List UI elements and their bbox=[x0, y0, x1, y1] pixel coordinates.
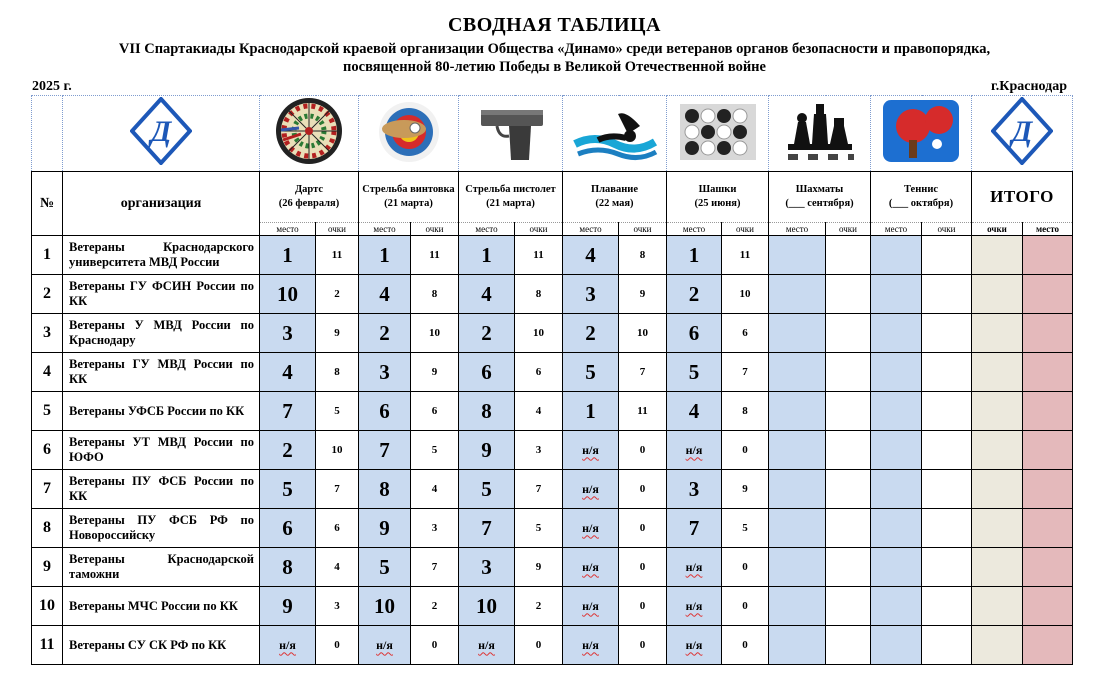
points-cell: 5 bbox=[515, 509, 563, 548]
points-cell: 11 bbox=[619, 392, 667, 431]
place-cell: 7 bbox=[359, 431, 411, 470]
points-cell-empty bbox=[922, 548, 972, 587]
row-number: 10 bbox=[32, 587, 63, 626]
place-cell: 2 bbox=[359, 314, 411, 353]
event-date: (___ сентября) bbox=[785, 198, 854, 209]
total-points-cell bbox=[972, 548, 1023, 587]
points-cell-empty bbox=[922, 431, 972, 470]
total-place-cell bbox=[1023, 509, 1073, 548]
points-cell-empty bbox=[922, 509, 972, 548]
points-cell-empty bbox=[826, 626, 871, 665]
row-number: 7 bbox=[32, 470, 63, 509]
total-points-cell bbox=[972, 470, 1023, 509]
event-header-swimming bbox=[563, 172, 667, 223]
total-points-cell bbox=[972, 353, 1023, 392]
place-cell: 7 bbox=[667, 509, 722, 548]
points-cell: 4 bbox=[316, 548, 359, 587]
points-cell-empty bbox=[826, 275, 871, 314]
points-cell: 0 bbox=[619, 509, 667, 548]
event-header-pistol bbox=[459, 172, 563, 223]
place-cell: 4 bbox=[260, 353, 316, 392]
place-cell: 3 bbox=[667, 470, 722, 509]
place-cell: 5 bbox=[359, 548, 411, 587]
points-cell: 10 bbox=[411, 314, 459, 353]
row-number: 4 bbox=[32, 353, 63, 392]
place-cell bbox=[667, 587, 722, 626]
checkers-icon bbox=[676, 96, 760, 166]
place-value: н/я bbox=[582, 481, 599, 496]
row-number: 8 bbox=[32, 509, 63, 548]
total-points-cell bbox=[972, 587, 1023, 626]
place-cell bbox=[667, 548, 722, 587]
icon-row bbox=[32, 96, 1073, 172]
place-value: н/я bbox=[582, 637, 599, 652]
subheader-points: очки bbox=[922, 223, 972, 236]
event-name: Шашки bbox=[698, 184, 737, 195]
organization-name: Ветераны ГУ МВД России по КК bbox=[63, 353, 260, 392]
event-name: Дартс bbox=[294, 184, 324, 195]
place-cell-empty bbox=[769, 509, 826, 548]
place-value: н/я bbox=[478, 637, 495, 652]
points-cell: 2 bbox=[515, 587, 563, 626]
place-cell-empty bbox=[871, 314, 922, 353]
total-points-cell bbox=[972, 236, 1023, 275]
row-number: 11 bbox=[32, 626, 63, 665]
points-cell: 10 bbox=[515, 314, 563, 353]
points-cell: 9 bbox=[722, 470, 769, 509]
total-place-cell bbox=[1023, 548, 1073, 587]
place-cell: 4 bbox=[667, 392, 722, 431]
place-cell: 1 bbox=[359, 236, 411, 275]
header-row bbox=[32, 172, 1073, 223]
points-cell: 0 bbox=[619, 587, 667, 626]
points-cell-empty bbox=[922, 626, 972, 665]
points-cell-empty bbox=[922, 392, 972, 431]
organization-name: Ветераны УТ МВД России по ЮФО bbox=[63, 431, 260, 470]
subtitle-line-1: VII Спартакиады Краснодарской краевой организации Общества «Динамо» среди ветеранов органов безопасности и правопорядка, bbox=[118, 41, 991, 57]
event-date: (22 мая) bbox=[595, 198, 634, 209]
place-cell: 6 bbox=[459, 353, 515, 392]
points-cell: 0 bbox=[619, 548, 667, 587]
points-cell-empty bbox=[826, 548, 871, 587]
place-value: н/я bbox=[685, 637, 703, 652]
total-points-cell bbox=[972, 509, 1023, 548]
place-cell-empty bbox=[769, 548, 826, 587]
points-cell: 3 bbox=[316, 587, 359, 626]
svg-text:Д: Д bbox=[150, 115, 172, 148]
organization-name: Ветераны Краснодарской таможни bbox=[63, 548, 260, 587]
points-cell: 9 bbox=[515, 548, 563, 587]
summary-table bbox=[31, 95, 1073, 665]
event-date: (26 февраля) bbox=[278, 198, 340, 209]
organization-name: Ветераны У МВД России по Краснодару bbox=[63, 314, 260, 353]
points-cell: 0 bbox=[619, 470, 667, 509]
organization-name: Ветераны Краснодарского университета МВД России bbox=[63, 236, 260, 275]
place-cell-empty bbox=[871, 587, 922, 626]
table-row bbox=[32, 587, 1073, 626]
subheader-points: очки bbox=[411, 223, 459, 236]
place-cell: 4 bbox=[459, 275, 515, 314]
rifle-target-icon bbox=[369, 96, 449, 166]
total-points-cell bbox=[972, 275, 1023, 314]
total-points-cell bbox=[972, 314, 1023, 353]
event-name: Стрельба винтовка bbox=[362, 184, 455, 195]
subheader-total-place: место bbox=[1023, 223, 1073, 236]
points-cell: 0 bbox=[515, 626, 563, 665]
place-cell-empty bbox=[769, 470, 826, 509]
darts-icon bbox=[269, 96, 349, 166]
place-cell: 8 bbox=[459, 392, 515, 431]
place-cell: 6 bbox=[359, 392, 411, 431]
place-cell: 3 bbox=[359, 353, 411, 392]
place-cell: 1 bbox=[667, 236, 722, 275]
points-cell: 0 bbox=[619, 431, 667, 470]
points-cell: 4 bbox=[515, 392, 563, 431]
event-name: Теннис bbox=[903, 184, 939, 195]
points-cell: 7 bbox=[619, 353, 667, 392]
points-cell-empty bbox=[826, 470, 871, 509]
total-place-cell bbox=[1023, 314, 1073, 353]
points-cell-empty bbox=[826, 392, 871, 431]
place-cell-empty bbox=[871, 431, 922, 470]
total-place-cell bbox=[1023, 587, 1073, 626]
place-cell: 9 bbox=[260, 587, 316, 626]
points-cell: 6 bbox=[411, 392, 459, 431]
organization-name: Ветераны УФСБ России по КК bbox=[63, 392, 260, 431]
place-cell: 7 bbox=[260, 392, 316, 431]
place-value: н/я bbox=[582, 559, 599, 574]
points-cell: 11 bbox=[316, 236, 359, 275]
checkers-cell bbox=[667, 96, 769, 172]
subheader-place: место bbox=[667, 223, 722, 236]
table-row bbox=[32, 236, 1073, 275]
points-cell: 2 bbox=[316, 275, 359, 314]
place-cell: 2 bbox=[667, 275, 722, 314]
tennis-icon bbox=[879, 96, 963, 166]
place-cell-empty bbox=[769, 275, 826, 314]
points-cell: 9 bbox=[316, 314, 359, 353]
points-cell: 8 bbox=[722, 392, 769, 431]
organization-name: Ветераны ПУ ФСБ России по КК bbox=[63, 470, 260, 509]
place-cell-empty bbox=[769, 587, 826, 626]
place-cell bbox=[563, 509, 619, 548]
points-cell: 11 bbox=[722, 236, 769, 275]
event-date: (21 марта) bbox=[384, 198, 433, 209]
place-cell: 3 bbox=[459, 548, 515, 587]
table-row bbox=[32, 470, 1073, 509]
organization-name: Ветераны ПУ ФСБ РФ по Новороссийску bbox=[63, 509, 260, 548]
event-header-darts bbox=[260, 172, 359, 223]
total-place-cell bbox=[1023, 353, 1073, 392]
event-name: Шахматы bbox=[795, 184, 844, 195]
total-points-cell bbox=[972, 392, 1023, 431]
place-cell: 4 bbox=[563, 236, 619, 275]
table-row bbox=[32, 353, 1073, 392]
points-cell: 6 bbox=[722, 314, 769, 353]
organization-name: Ветераны МЧС России по КК bbox=[63, 587, 260, 626]
place-cell-empty bbox=[871, 392, 922, 431]
subheader-place: место bbox=[359, 223, 411, 236]
place-cell-empty bbox=[871, 353, 922, 392]
place-cell: 5 bbox=[260, 470, 316, 509]
total-place-cell bbox=[1023, 431, 1073, 470]
total-header: ИТОГО bbox=[972, 172, 1073, 223]
table-row bbox=[32, 548, 1073, 587]
place-cell bbox=[359, 626, 411, 665]
total-place-cell bbox=[1023, 236, 1073, 275]
points-cell: 3 bbox=[515, 431, 563, 470]
subheader-place: место bbox=[459, 223, 515, 236]
points-cell: 0 bbox=[722, 626, 769, 665]
place-cell: 6 bbox=[260, 509, 316, 548]
event-name: Стрельба пистолет bbox=[465, 184, 556, 195]
place-value: н/я bbox=[685, 559, 703, 574]
points-cell: 3 bbox=[411, 509, 459, 548]
points-cell: 6 bbox=[316, 509, 359, 548]
points-cell-empty bbox=[922, 314, 972, 353]
subheader-points: очки bbox=[515, 223, 563, 236]
total-place-cell bbox=[1023, 275, 1073, 314]
points-cell: 5 bbox=[722, 509, 769, 548]
points-cell: 7 bbox=[411, 548, 459, 587]
points-cell-empty bbox=[826, 587, 871, 626]
place-cell-empty bbox=[871, 470, 922, 509]
place-cell-empty bbox=[871, 548, 922, 587]
points-cell: 5 bbox=[316, 392, 359, 431]
event-name: Плавание bbox=[591, 184, 638, 195]
place-cell bbox=[563, 470, 619, 509]
dynamo-logo bbox=[130, 97, 192, 165]
row-number: 9 bbox=[32, 548, 63, 587]
page-subtitle bbox=[0, 40, 1109, 76]
points-cell-empty bbox=[922, 587, 972, 626]
rifle-cell bbox=[359, 96, 459, 172]
subheader-place: место bbox=[769, 223, 826, 236]
table-row bbox=[32, 626, 1073, 665]
pistol-icon bbox=[469, 96, 553, 166]
organization-name: Ветераны СУ СК РФ по КК bbox=[63, 626, 260, 665]
total-place-cell bbox=[1023, 626, 1073, 665]
place-value: н/я bbox=[279, 637, 296, 652]
place-cell bbox=[563, 548, 619, 587]
table-row bbox=[32, 431, 1073, 470]
logo-cell-right bbox=[972, 96, 1073, 172]
place-cell-empty bbox=[769, 392, 826, 431]
points-cell: 0 bbox=[722, 587, 769, 626]
place-cell: 3 bbox=[563, 275, 619, 314]
place-cell: 10 bbox=[359, 587, 411, 626]
place-value: н/я bbox=[582, 442, 599, 457]
points-cell: 5 bbox=[411, 431, 459, 470]
place-cell bbox=[667, 431, 722, 470]
place-cell: 6 bbox=[667, 314, 722, 353]
table-row bbox=[32, 509, 1073, 548]
points-cell-empty bbox=[922, 275, 972, 314]
place-cell: 5 bbox=[667, 353, 722, 392]
points-cell: 8 bbox=[316, 353, 359, 392]
points-cell-empty bbox=[826, 431, 871, 470]
points-cell-empty bbox=[826, 314, 871, 353]
table-row bbox=[32, 314, 1073, 353]
place-cell bbox=[260, 626, 316, 665]
subheader-place: место bbox=[260, 223, 316, 236]
place-value: н/я bbox=[685, 442, 703, 457]
row-number: 1 bbox=[32, 236, 63, 275]
event-header-chess bbox=[769, 172, 871, 223]
place-value: н/я bbox=[582, 598, 599, 613]
place-cell: 1 bbox=[459, 236, 515, 275]
points-cell-empty bbox=[922, 470, 972, 509]
place-cell bbox=[459, 626, 515, 665]
place-cell: 3 bbox=[260, 314, 316, 353]
points-cell: 4 bbox=[411, 470, 459, 509]
event-header-tennis bbox=[871, 172, 972, 223]
points-cell-empty bbox=[922, 236, 972, 275]
logo-cell bbox=[63, 96, 260, 172]
points-cell: 11 bbox=[411, 236, 459, 275]
points-cell: 0 bbox=[722, 431, 769, 470]
organization-name: Ветераны ГУ ФСИН России по КК bbox=[63, 275, 260, 314]
place-cell: 2 bbox=[459, 314, 515, 353]
points-cell: 9 bbox=[619, 275, 667, 314]
subheader-total-points: очки bbox=[972, 223, 1023, 236]
place-cell bbox=[667, 626, 722, 665]
points-cell: 11 bbox=[515, 236, 563, 275]
place-cell: 8 bbox=[260, 548, 316, 587]
place-cell: 9 bbox=[459, 431, 515, 470]
event-date: (___ октября) bbox=[888, 198, 954, 209]
total-place-cell bbox=[1023, 470, 1073, 509]
place-cell: 4 bbox=[359, 275, 411, 314]
place-cell: 2 bbox=[563, 314, 619, 353]
points-cell-empty bbox=[826, 236, 871, 275]
points-cell: 0 bbox=[722, 548, 769, 587]
total-points-cell bbox=[972, 626, 1023, 665]
row-number: 2 bbox=[32, 275, 63, 314]
place-cell bbox=[563, 626, 619, 665]
page-title: СВОДНАЯ ТАБЛИЦА bbox=[447, 14, 662, 36]
subheader-points: очки bbox=[722, 223, 769, 236]
subheader-place: место bbox=[563, 223, 619, 236]
city-label: г.Краснодар bbox=[991, 79, 1067, 94]
points-cell-empty bbox=[826, 353, 871, 392]
place-value: н/я bbox=[582, 520, 599, 535]
place-cell-empty bbox=[871, 275, 922, 314]
place-cell: 9 bbox=[359, 509, 411, 548]
column-org-header: организация bbox=[63, 172, 260, 236]
points-cell: 8 bbox=[619, 236, 667, 275]
points-cell-empty bbox=[826, 509, 871, 548]
points-cell: 8 bbox=[411, 275, 459, 314]
place-cell bbox=[563, 431, 619, 470]
empty-corner bbox=[32, 96, 63, 172]
dynamo-logo bbox=[991, 97, 1053, 165]
points-cell: 0 bbox=[411, 626, 459, 665]
event-date: (25 июня) bbox=[694, 198, 741, 209]
place-cell-empty bbox=[769, 431, 826, 470]
points-cell: 2 bbox=[411, 587, 459, 626]
place-cell bbox=[563, 587, 619, 626]
place-cell: 10 bbox=[459, 587, 515, 626]
chess-cell bbox=[769, 96, 871, 172]
subheader-points: очки bbox=[619, 223, 667, 236]
row-number: 3 bbox=[32, 314, 63, 353]
place-cell-empty bbox=[769, 626, 826, 665]
place-cell: 1 bbox=[260, 236, 316, 275]
year-label: 2025 г. bbox=[32, 79, 72, 94]
table-row bbox=[32, 392, 1073, 431]
place-cell-empty bbox=[871, 236, 922, 275]
points-cell: 7 bbox=[515, 470, 563, 509]
points-cell: 10 bbox=[722, 275, 769, 314]
subtitle-line-2: посвященной 80-летию Победы в Великой Отечественной войне bbox=[343, 59, 766, 75]
darts-cell bbox=[260, 96, 359, 172]
place-cell: 7 bbox=[459, 509, 515, 548]
place-cell-empty bbox=[769, 236, 826, 275]
subheader-points: очки bbox=[826, 223, 871, 236]
place-cell-empty bbox=[871, 626, 922, 665]
place-cell: 1 bbox=[563, 392, 619, 431]
place-cell: 10 bbox=[260, 275, 316, 314]
row-number: 5 bbox=[32, 392, 63, 431]
place-cell: 5 bbox=[563, 353, 619, 392]
row-number: 6 bbox=[32, 431, 63, 470]
place-cell: 2 bbox=[260, 431, 316, 470]
points-cell: 6 bbox=[515, 353, 563, 392]
event-date: (21 марта) bbox=[486, 198, 535, 209]
points-cell: 7 bbox=[316, 470, 359, 509]
place-cell-empty bbox=[769, 353, 826, 392]
place-cell: 5 bbox=[459, 470, 515, 509]
subheader-place: место bbox=[871, 223, 922, 236]
points-cell-empty bbox=[922, 353, 972, 392]
place-value: н/я bbox=[685, 598, 703, 613]
swimming-icon bbox=[570, 96, 660, 166]
points-cell: 10 bbox=[316, 431, 359, 470]
total-place-cell bbox=[1023, 392, 1073, 431]
place-cell-empty bbox=[769, 314, 826, 353]
chess-icon bbox=[780, 96, 860, 166]
total-points-cell bbox=[972, 431, 1023, 470]
table-row bbox=[32, 275, 1073, 314]
pistol-cell bbox=[459, 96, 563, 172]
swimming-cell bbox=[563, 96, 667, 172]
points-cell: 8 bbox=[515, 275, 563, 314]
event-header-checkers bbox=[667, 172, 769, 223]
event-header-rifle bbox=[359, 172, 459, 223]
tennis-cell bbox=[871, 96, 972, 172]
points-cell: 10 bbox=[619, 314, 667, 353]
column-num-header: № bbox=[32, 172, 63, 236]
points-cell: 0 bbox=[316, 626, 359, 665]
points-cell: 7 bbox=[722, 353, 769, 392]
points-cell: 9 bbox=[411, 353, 459, 392]
place-cell-empty bbox=[871, 509, 922, 548]
points-cell: 0 bbox=[619, 626, 667, 665]
place-cell: 8 bbox=[359, 470, 411, 509]
svg-text:Д: Д bbox=[1011, 115, 1033, 148]
place-value: н/я bbox=[376, 637, 393, 652]
subheader-points: очки bbox=[316, 223, 359, 236]
